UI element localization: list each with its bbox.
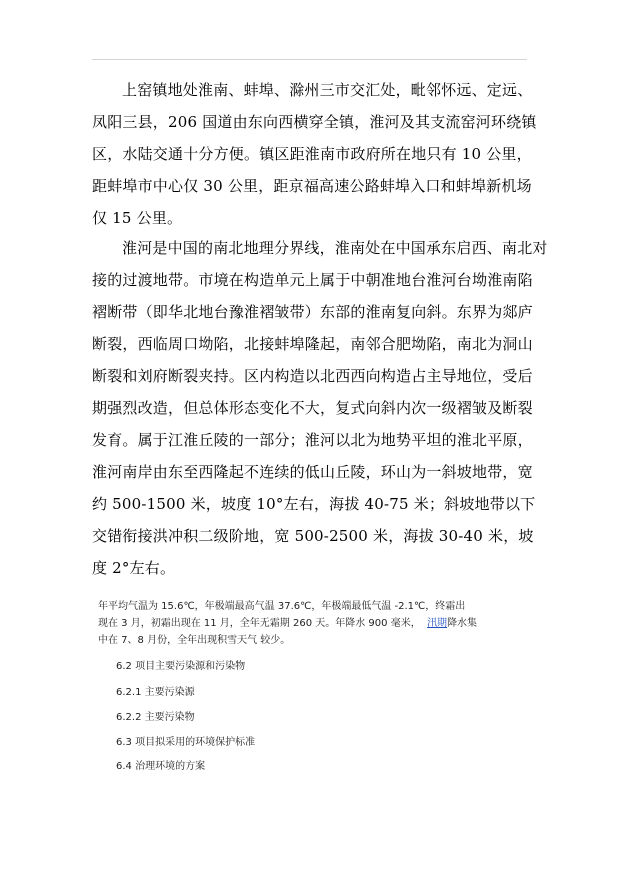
text-line bbox=[92, 232, 548, 264]
text-line: 区，水陆交通十分方便。镇区距淮南市政府所在地只有 10 公里， bbox=[92, 145, 532, 163]
text-line: 度 2°左右。 bbox=[92, 559, 176, 577]
text-line: 断裂，西临周口坳陷，北接蚌埠隆起，南邻合肥坳陷，南北为洞山 bbox=[92, 335, 533, 353]
text-line: 淮河南岸由东至西隆起不连续的低山丘陵，环山为一斜坡地带，宽 bbox=[92, 463, 533, 481]
header-rule bbox=[92, 59, 527, 60]
text-line: 发育。属于江淮丘陵的一部分；淮河以北为地势平坦的淮北平原， bbox=[92, 431, 533, 449]
text-line: 褶断带（即华北地台豫淮褶皱带）东部的淮南复向斜。东界为郯庐 bbox=[92, 303, 533, 321]
paragraph-geology bbox=[92, 232, 548, 584]
climate-line-content: 现在 3 月，初霜出现在 11 月，全年无霜期 260 天。年降水 900 毫米， bbox=[98, 618, 421, 629]
section-heading-6-2-2: 6.2.2 主要污染物 bbox=[116, 712, 195, 723]
flood-season-link[interactable]: 汛期 bbox=[427, 618, 448, 629]
text-line bbox=[92, 74, 533, 106]
text-line: 距蚌埠市中心仅 30 公里，距京福高速公路蚌埠入口和蚌埠新机场 bbox=[92, 177, 532, 195]
section-heading-6-3: 6.3 项目拟采用的环境保护标准 bbox=[116, 737, 256, 748]
text-line: 断裂和刘府断裂夹持。区内构造以北西西向构造占主导地位，受后 bbox=[92, 367, 533, 385]
section-heading-6-4: 6.4 治理环境的方案 bbox=[116, 761, 206, 772]
text-line: 凤阳三县，206 国道由东向西横穿全镇，淮河及其支流窑河环绕镇 bbox=[92, 113, 537, 131]
section-heading-6-2-1: 6.2.1 主要污染源 bbox=[116, 687, 195, 698]
text-line: 仅 15 公里。 bbox=[92, 209, 183, 227]
section-heading-6-2: 6.2 项目主要污染源和污染物 bbox=[116, 661, 246, 672]
climate-line-tail: 降水集 bbox=[447, 618, 478, 629]
text-line-content: 淮河是中国的南北地理分界线，淮南处在中国承东启西、南北对 bbox=[122, 239, 548, 257]
climate-line: 中在 7、8 月份，全年出现积雪天气 较少。 bbox=[98, 635, 291, 646]
climate-line bbox=[98, 615, 538, 632]
paragraph-location bbox=[92, 74, 537, 234]
text-line-content: 上窑镇地处淮南、蚌埠、滁州三市交汇处，毗邻怀远、定远、 bbox=[122, 81, 533, 99]
climate-line: 年平均气温为 15.6℃，年极端最高气温 37.6℃，年极端最低气温 -2.1℃，终霜出 bbox=[98, 601, 466, 612]
text-line: 约 500-1500 米，坡度 10°左右，海拔 40-75 米；斜坡地带以下 bbox=[92, 495, 536, 513]
climate-paragraph bbox=[98, 598, 538, 649]
text-line: 交错衔接洪冲积二级阶地，宽 500-2500 米，海拔 30-40 米，坡 bbox=[92, 527, 534, 545]
text-line: 接的过渡地带。市境在构造单元上属于中朝准地台淮河台坳淮南陷 bbox=[92, 271, 533, 289]
text-line: 期强烈改造，但总体形态变化不大，复式向斜内次一级褶皱及断裂 bbox=[92, 399, 533, 417]
